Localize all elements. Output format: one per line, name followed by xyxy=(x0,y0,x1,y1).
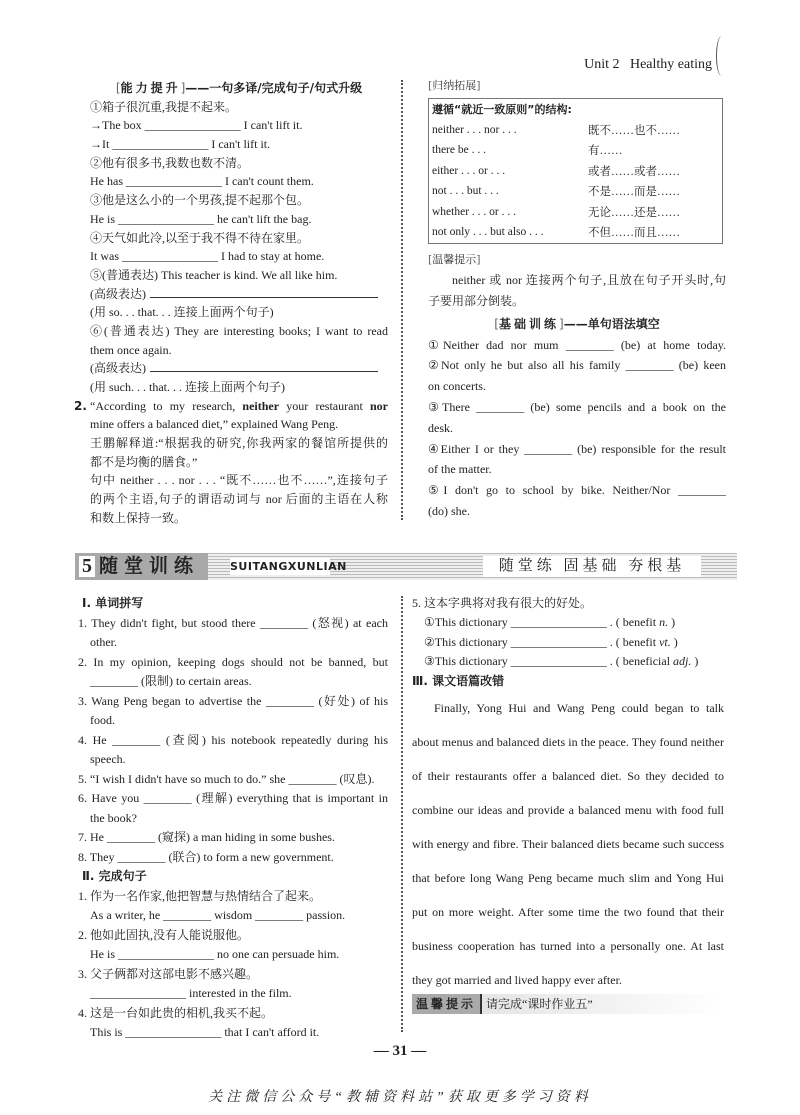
column-divider-top xyxy=(401,80,403,520)
reminder-bar xyxy=(412,994,724,1014)
passage-line: they got married and lived happy ever after. xyxy=(412,973,622,988)
word-spelling-line: 4. He ________ (查阅) his notebook repeatedly during his xyxy=(78,732,388,747)
structure-en: either . . . or . . . xyxy=(432,164,506,177)
advanced-label: (高级表达) xyxy=(90,361,146,376)
summary-section xyxy=(428,76,726,522)
structure-zh: 既不……也不…… xyxy=(588,124,680,137)
note-line: 和数上保持一致。 xyxy=(90,510,187,525)
tip-line: neither 或 nor 连接两个句子,且放在句子开头时,句 xyxy=(452,273,726,288)
running-header xyxy=(584,57,712,73)
passage-line: combine our ideas and provide a balanced menu with food full xyxy=(412,803,724,818)
word-spelling-line: the book? xyxy=(90,810,137,825)
basic-subtitle: ——单句语法填空 xyxy=(563,316,660,331)
word-spelling-line: 6. Have you ________ (理解) everything that is important in xyxy=(78,791,388,805)
structure-zh: 有…… xyxy=(588,145,623,158)
table-row xyxy=(429,161,723,182)
basic-line: ③There ________ (be) some pencils and a book on the xyxy=(428,400,726,415)
q5-item: ①This dictionary ________________ . ( benefit n. ) xyxy=(424,615,676,630)
passage-line: of their restaurants offer a balanced diet. So they decided to xyxy=(412,769,724,784)
word-spelling-line: 7. He ________ (窥探) a man hiding in some bushes. xyxy=(78,830,335,844)
basic-line: (do) she. xyxy=(428,504,470,519)
basic-line: ①Neither dad nor mum ________ (be) at home today. xyxy=(428,337,726,352)
structure-table xyxy=(428,98,723,244)
ability-heading: [能力提升]——一句多译/完成句子/句式升级 xyxy=(115,81,363,95)
ability-section xyxy=(74,79,388,528)
summary-heading: [归纳拓展] xyxy=(428,79,481,92)
sentence-completion-line: He is ________________ no one can persuade him. xyxy=(90,947,340,961)
unit-label: Unit 2 xyxy=(584,57,620,72)
basic-line: desk. xyxy=(428,420,453,435)
basic-line: ⑤I don't go to school by bike. Neither/Nor ________ xyxy=(428,483,726,498)
word-spelling-line: 2. In my opinion, keeping dogs should not be banned, but xyxy=(78,654,388,669)
word-spelling-line: speech. xyxy=(90,752,126,766)
ability-line: ⑥(普通表达) They are interesting books; I want to read xyxy=(90,323,388,338)
tip-label: 温馨提示 xyxy=(432,252,477,266)
structure-en: not . . . but . . . xyxy=(432,185,499,198)
basic-label: 基础训练 xyxy=(498,316,559,331)
basic-heading: [基础训练]——单句语法填空 xyxy=(494,316,660,331)
correction-passage xyxy=(412,691,724,997)
reminder-text: 请完成“课时作业五” xyxy=(486,997,593,1011)
note-number: 2. xyxy=(74,398,87,413)
structure-en: neither . . . nor . . . xyxy=(432,123,517,136)
ability-line: He has ________________ I can't count them. xyxy=(90,174,314,189)
exercise-left xyxy=(78,594,388,1043)
ability-line: them once again. xyxy=(90,342,172,357)
note-line: 的两个主语,句子的谓语动词与 nor 后面的主语在人称 xyxy=(90,492,388,507)
sentence-completion-line: 4. 这是一台如此贵的相机,我买不起。 xyxy=(78,1005,274,1020)
part1-title: Ⅰ. 单词拼写 xyxy=(82,596,144,610)
tip-line: 子要用部分倒装。 xyxy=(428,294,525,309)
answer-line xyxy=(150,359,378,372)
passage-line: put on more weight. After some time the two found that their xyxy=(412,905,724,920)
ability-line: He is ________________ he can't lift the bag. xyxy=(90,211,312,226)
structure-en: whether . . . or . . . xyxy=(432,205,516,218)
section-title: 随堂训练 xyxy=(99,555,200,577)
section-number: 5 xyxy=(79,556,95,577)
word-spelling-line: food. xyxy=(90,713,115,727)
ability-line: It was ________________ I had to stay at home. xyxy=(90,249,325,264)
ability-subtitle: ——一句多译/完成句子/句式升级 xyxy=(185,81,363,95)
basic-line: ④Either I or they ________ (be) responsible for the result xyxy=(428,441,726,456)
section-pinyin: SUITANGXUNLIAN xyxy=(230,560,347,573)
structure-en: not only . . . but also . . . xyxy=(432,226,544,239)
basic-line: ②Not only he but also all his family ________ (be) keen xyxy=(428,358,726,373)
passage-line: Finally, Yong Hui and Wang Peng could began to talk xyxy=(434,701,724,716)
note-line: 都不是均衡的膳食。” xyxy=(90,454,198,469)
passage-line: that before long Wang Peng became much slim and Yong Hui xyxy=(412,871,724,886)
note-line: 王鹏解释道:“根据我的研究,你我两家的餐馆所提供的 xyxy=(90,436,388,451)
structure-zh: 不是……而是…… xyxy=(588,186,680,199)
sentence-completion-line: 2. 他如此固执,没有人能说服他。 xyxy=(78,927,250,942)
ability-line: ④天气如此冷,以至于我不得不待在家里。 xyxy=(90,230,310,245)
table-row xyxy=(429,202,723,223)
ability-line: (用 such. . . that. . . 连接上面两个句子) xyxy=(90,380,285,394)
banner-title-block xyxy=(75,553,208,580)
table-row xyxy=(429,120,723,141)
note-line: 句中 neither . . . nor . . . “既不……也不……”,连接句子 xyxy=(90,473,388,488)
sentence-completion-line: ________________ interested in the film. xyxy=(90,986,292,1000)
part3-title: Ⅲ. 课文语篇改错 xyxy=(412,674,505,689)
tip-heading: [温馨提示] xyxy=(428,252,481,266)
answer-line xyxy=(150,285,378,298)
structure-en: there be . . . xyxy=(432,144,486,157)
passage-line: about menus and balanced diets in the peace. They found neither xyxy=(412,735,724,750)
note-2 xyxy=(74,397,388,528)
section-banner xyxy=(75,553,737,580)
word-spelling-line: 8. They ________ (联合) to form a new government. xyxy=(78,849,334,864)
table-row xyxy=(429,140,723,161)
ability-line: ①箱子很沉重,我提不起来。 xyxy=(90,99,238,114)
sentence-completion-line: This is ________________ that I can't afford it. xyxy=(90,1025,320,1039)
column-divider-bottom xyxy=(401,596,403,1032)
note-line: mine offers a balanced diet,” explained Wang Peng. xyxy=(90,417,339,432)
footer-notice: 关注微信公众号“教辅资料站”获取更多学习资料 xyxy=(208,1090,592,1105)
exercise-right xyxy=(412,594,724,997)
structure-zh: 不但……而且…… xyxy=(588,227,680,240)
structure-zh: 或者……或者…… xyxy=(588,165,680,178)
part2-title: Ⅱ. 完成句子 xyxy=(82,869,147,883)
sentence-completion-line: 3. 父子俩都对这部电影不感兴趣。 xyxy=(78,966,259,981)
ability-line: ⑤(普通表达) This teacher is kind. We all like him. xyxy=(90,267,338,282)
page-number: — 31 — xyxy=(373,1043,427,1059)
table-row xyxy=(429,181,723,202)
word-spelling-line: 1. They didn't fight, but stood there ________ (怒视) at each xyxy=(78,615,388,630)
ability-line-advanced xyxy=(90,359,388,378)
q5-item: ③This dictionary ________________ . ( beneficial adj. ) xyxy=(424,653,699,668)
passage-line: business cooperation has turned into a personally one. At last xyxy=(412,939,724,954)
table-row xyxy=(429,222,723,243)
ability-line: (用 so. . . that. . . 连接上面两个句子) xyxy=(90,305,274,320)
section-slogan: 随堂练 固基础 夯根基 xyxy=(483,556,701,577)
sentence-completion-line: As a writer, he ________ wisdom ________ passion. xyxy=(90,908,346,922)
word-spelling-line: ________ (限制) to certain areas. xyxy=(90,674,252,688)
basic-line: on concerts. xyxy=(428,379,486,394)
ability-label: 能力提升 xyxy=(120,81,181,95)
ability-line: →The box ________________ I can't lift it. xyxy=(90,118,303,133)
note-line: “According to my research, neither your restaurant nor xyxy=(90,398,388,413)
word-spelling-line: 5. “I wish I didn't have so much to do.” she ________ (叹息). xyxy=(78,771,375,786)
header-bracket-decoration xyxy=(716,36,727,76)
passage-line: with energy and fibre. Their balanced diets became such success xyxy=(412,837,724,852)
table-header: 遵循“就近一致原则”的结构: xyxy=(432,103,572,117)
summary-label: 归纳拓展 xyxy=(432,79,477,92)
sentence-completion-line: 1. 作为一名作家,他把智慧与热情结合了起来。 xyxy=(78,888,322,903)
word-spelling-line: other. xyxy=(90,635,117,649)
ability-line: →It ________________ I can't lift it. xyxy=(90,137,271,152)
q5-item: ②This dictionary ________________ . ( benefit vt. ) xyxy=(424,634,678,649)
reminder-label: 温馨提示 xyxy=(412,994,482,1014)
ability-line: ②他有很多书,我数也数不清。 xyxy=(90,155,250,170)
unit-title: Healthy eating xyxy=(629,57,712,72)
ability-line: ③他是这么小的一个男孩,提不起那个包。 xyxy=(90,193,310,208)
word-spelling-line: 3. Wang Peng began to advertise the ________ (好处) of his xyxy=(78,693,388,708)
basic-line: of the matter. xyxy=(428,462,492,477)
q5-prompt: 5. 这本字典将对我有很大的好处。 xyxy=(412,596,593,610)
ability-line-advanced xyxy=(90,285,388,304)
advanced-label: (高级表达) xyxy=(90,286,146,301)
structure-zh: 无论……还是…… xyxy=(588,206,680,219)
